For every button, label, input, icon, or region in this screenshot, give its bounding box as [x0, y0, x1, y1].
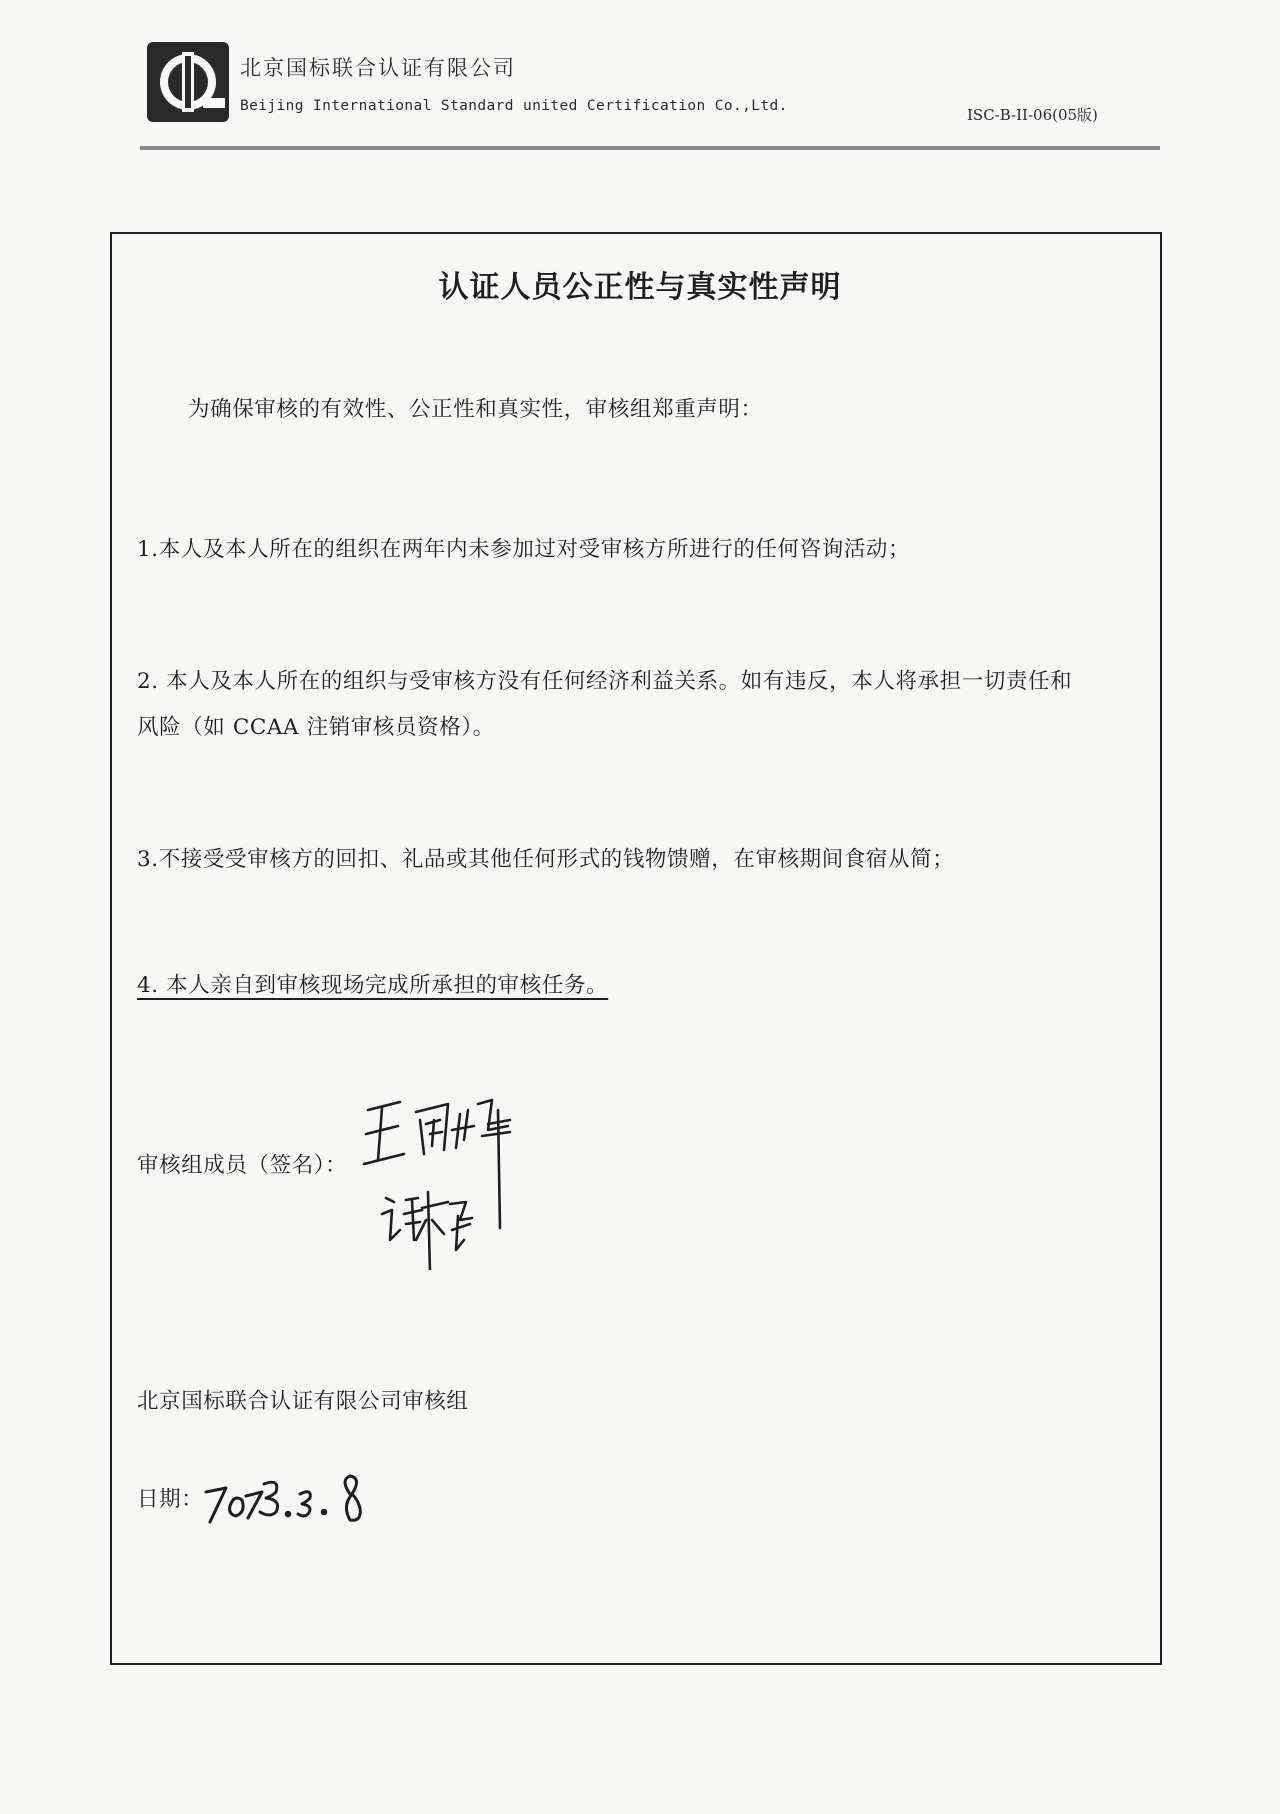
company-logo-icon [143, 38, 233, 126]
declaration-item-3: 3.不接受受审核方的回扣、礼品或其他任何形式的钱物馈赠，在审核期间食宿从简； [137, 847, 955, 872]
date-label: 日期： [137, 1487, 204, 1512]
declaration-item-1: 1.本人及本人所在的组织在两年内未参加过对受审核方所进行的任何咨询活动； [137, 537, 911, 562]
header-divider [140, 146, 1160, 150]
handwritten-signature [360, 1090, 570, 1270]
company-name-en: Beijing International Standard united Certification Co.,Ltd. [240, 98, 788, 114]
signature-label: 审核组成员（签名）： [137, 1153, 348, 1178]
document-code: ISC-B-II-06(05版) [967, 106, 1098, 124]
document-title: 认证人员公正性与真实性声明 [438, 270, 842, 305]
declaration-item-2: 2. 本人及本人所在的组织与受审核方没有任何经济利益关系。如有违反，本人将承担一切责任和 [137, 669, 1073, 694]
handwritten-date [200, 1466, 390, 1536]
intro-paragraph: 为确保审核的有效性、公正性和真实性，审核组郑重声明： [188, 397, 763, 422]
declaration-item-4: 4. 本人亲自到审核现场完成所承担的审核任务。 [137, 973, 609, 998]
audit-team-organization: 北京国标联合认证有限公司审核组 [137, 1389, 469, 1414]
declaration-frame [110, 232, 1162, 1665]
declaration-item-2-continued: 风险（如 CCAA 注销审核员资格）。 [137, 715, 495, 740]
company-name-cn: 北京国标联合认证有限公司 [240, 56, 516, 80]
